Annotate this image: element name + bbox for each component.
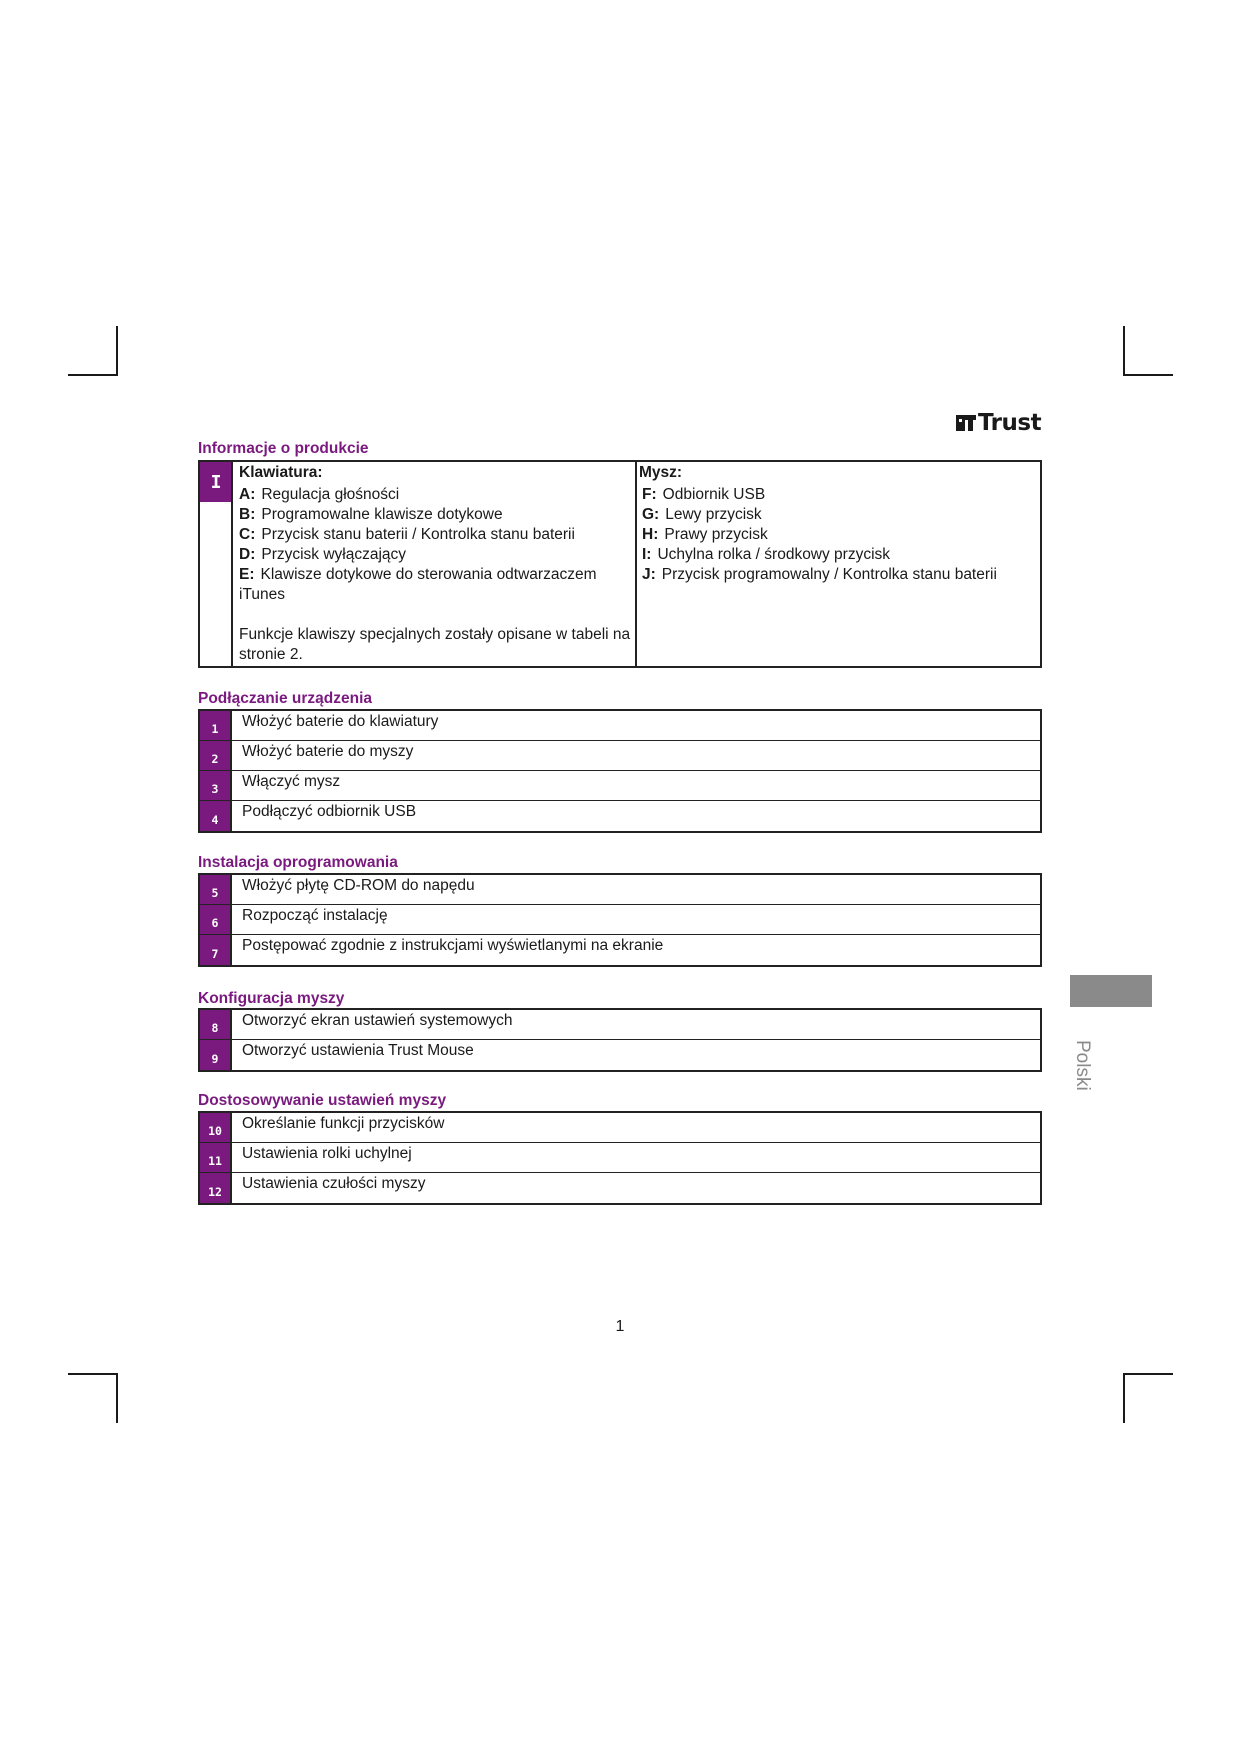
- keyboard-item-c: C: Przycisk stanu baterii / Kontrolka stanu baterii: [239, 526, 575, 543]
- keyboard-item-a: A: Regulacja głośności: [239, 486, 400, 503]
- mouse-item-j: J: Przycisk programowalny / Kontrolka stanu baterii: [642, 566, 997, 583]
- step-number: 2: [200, 741, 232, 770]
- logo-wordmark: Trust: [978, 409, 1042, 436]
- section-title-connecting: Podłączanie urządzenia: [198, 690, 372, 707]
- keyboard-item-e: E: Klawisze dotykowe do sterowania odtwarzaczem iTunes: [239, 566, 597, 603]
- step-row: [200, 905, 1040, 935]
- step-number: 11: [200, 1143, 232, 1172]
- left-column-divider: [231, 462, 233, 666]
- step-row: [200, 1040, 1040, 1070]
- keyboard-note: Funkcje klawiszy specjalnych zostały opisane w tabeli na stronie 2.: [239, 626, 631, 663]
- step-text: Włożyć płytę CD-ROM do napędu: [242, 877, 475, 894]
- step-number: 4: [200, 801, 232, 831]
- crop-mark-top-left-h: [68, 374, 118, 376]
- step-row: [200, 1113, 1040, 1143]
- step-text: Podłączyć odbiornik USB: [242, 803, 417, 820]
- step-row: [200, 875, 1040, 905]
- step-text: Włożyć baterie do klawiatury: [242, 713, 439, 730]
- steps-mouse-configuration: [198, 1008, 1042, 1072]
- step-row: [200, 1173, 1040, 1203]
- step-number: 5: [200, 875, 232, 904]
- step-row: [200, 1143, 1040, 1173]
- step-text: Postępować zgodnie z instrukcjami wyświetlanymi na ekranie: [242, 937, 664, 954]
- steps-connecting: [198, 709, 1042, 833]
- mouse-column: [639, 462, 1034, 585]
- language-tab-marker: [1070, 975, 1152, 1007]
- step-row: [200, 1010, 1040, 1040]
- step-text: Otworzyć ustawienia Trust Mouse: [242, 1042, 474, 1059]
- mouse-item-f: F: Odbiornik USB: [642, 486, 766, 503]
- keyboard-item-b: B: Programowalne klawisze dotykowe: [239, 506, 503, 523]
- crop-mark-bottom-left-h: [68, 1373, 118, 1375]
- language-tab-label: Polski: [1072, 1040, 1093, 1091]
- step-row: [200, 741, 1040, 771]
- crop-mark-top-right-v: [1123, 326, 1125, 376]
- crop-mark-top-left-v: [116, 326, 118, 376]
- step-text: Włożyć baterie do myszy: [242, 743, 414, 760]
- mouse-item-i: I: Uchylna rolka / środkowy przycisk: [642, 546, 891, 563]
- step-number: 12: [200, 1173, 232, 1203]
- product-info-number: I: [200, 462, 232, 502]
- product-info-box: [198, 460, 1042, 668]
- section-title-mouse-configuration: Konfiguracja myszy: [198, 990, 345, 1007]
- center-column-divider: [635, 462, 637, 666]
- page-number: 1: [615, 1318, 625, 1335]
- section-title-mouse-customization: Dostosowywanie ustawień myszy: [198, 1092, 447, 1109]
- step-number: 6: [200, 905, 232, 934]
- keyboard-heading: Klawiatura:: [239, 464, 323, 481]
- step-text: Ustawienia czułości myszy: [242, 1175, 426, 1192]
- mouse-item-g: G: Lewy przycisk: [642, 506, 762, 523]
- step-number: 9: [200, 1040, 232, 1070]
- step-text: Otworzyć ekran ustawień systemowych: [242, 1012, 513, 1029]
- step-text: Określanie funkcji przycisków: [242, 1115, 445, 1132]
- step-number: 7: [200, 935, 232, 965]
- steps-software-installation: [198, 873, 1042, 967]
- step-number: 8: [200, 1010, 232, 1039]
- mouse-item-h: H: Prawy przycisk: [642, 526, 768, 543]
- step-number: 1: [200, 711, 232, 740]
- section-title-software-installation: Instalacja oprogramowania: [198, 854, 398, 871]
- step-row: [200, 935, 1040, 965]
- step-number: 3: [200, 771, 232, 800]
- trust-logo: [955, 409, 1045, 437]
- step-text: Włączyć mysz: [242, 773, 341, 790]
- step-row: [200, 771, 1040, 801]
- crop-mark-bottom-right-h: [1123, 1373, 1173, 1375]
- keyboard-column: [239, 462, 633, 665]
- section-title-product-info: Informacje o produkcie: [198, 440, 369, 457]
- keyboard-item-d: D: Przycisk wyłączający: [239, 546, 407, 563]
- mouse-heading: Mysz:: [639, 464, 683, 481]
- step-row: [200, 711, 1040, 741]
- steps-mouse-customization: [198, 1111, 1042, 1205]
- step-number: 10: [200, 1113, 232, 1142]
- trust-logo-icon: [955, 412, 977, 434]
- step-text: Rozpocząć instalację: [242, 907, 388, 924]
- crop-mark-bottom-left-v: [116, 1373, 118, 1423]
- crop-mark-bottom-right-v: [1123, 1373, 1125, 1423]
- step-text: Ustawienia rolki uchylnej: [242, 1145, 412, 1162]
- step-row: [200, 801, 1040, 831]
- crop-mark-top-right-h: [1123, 374, 1173, 376]
